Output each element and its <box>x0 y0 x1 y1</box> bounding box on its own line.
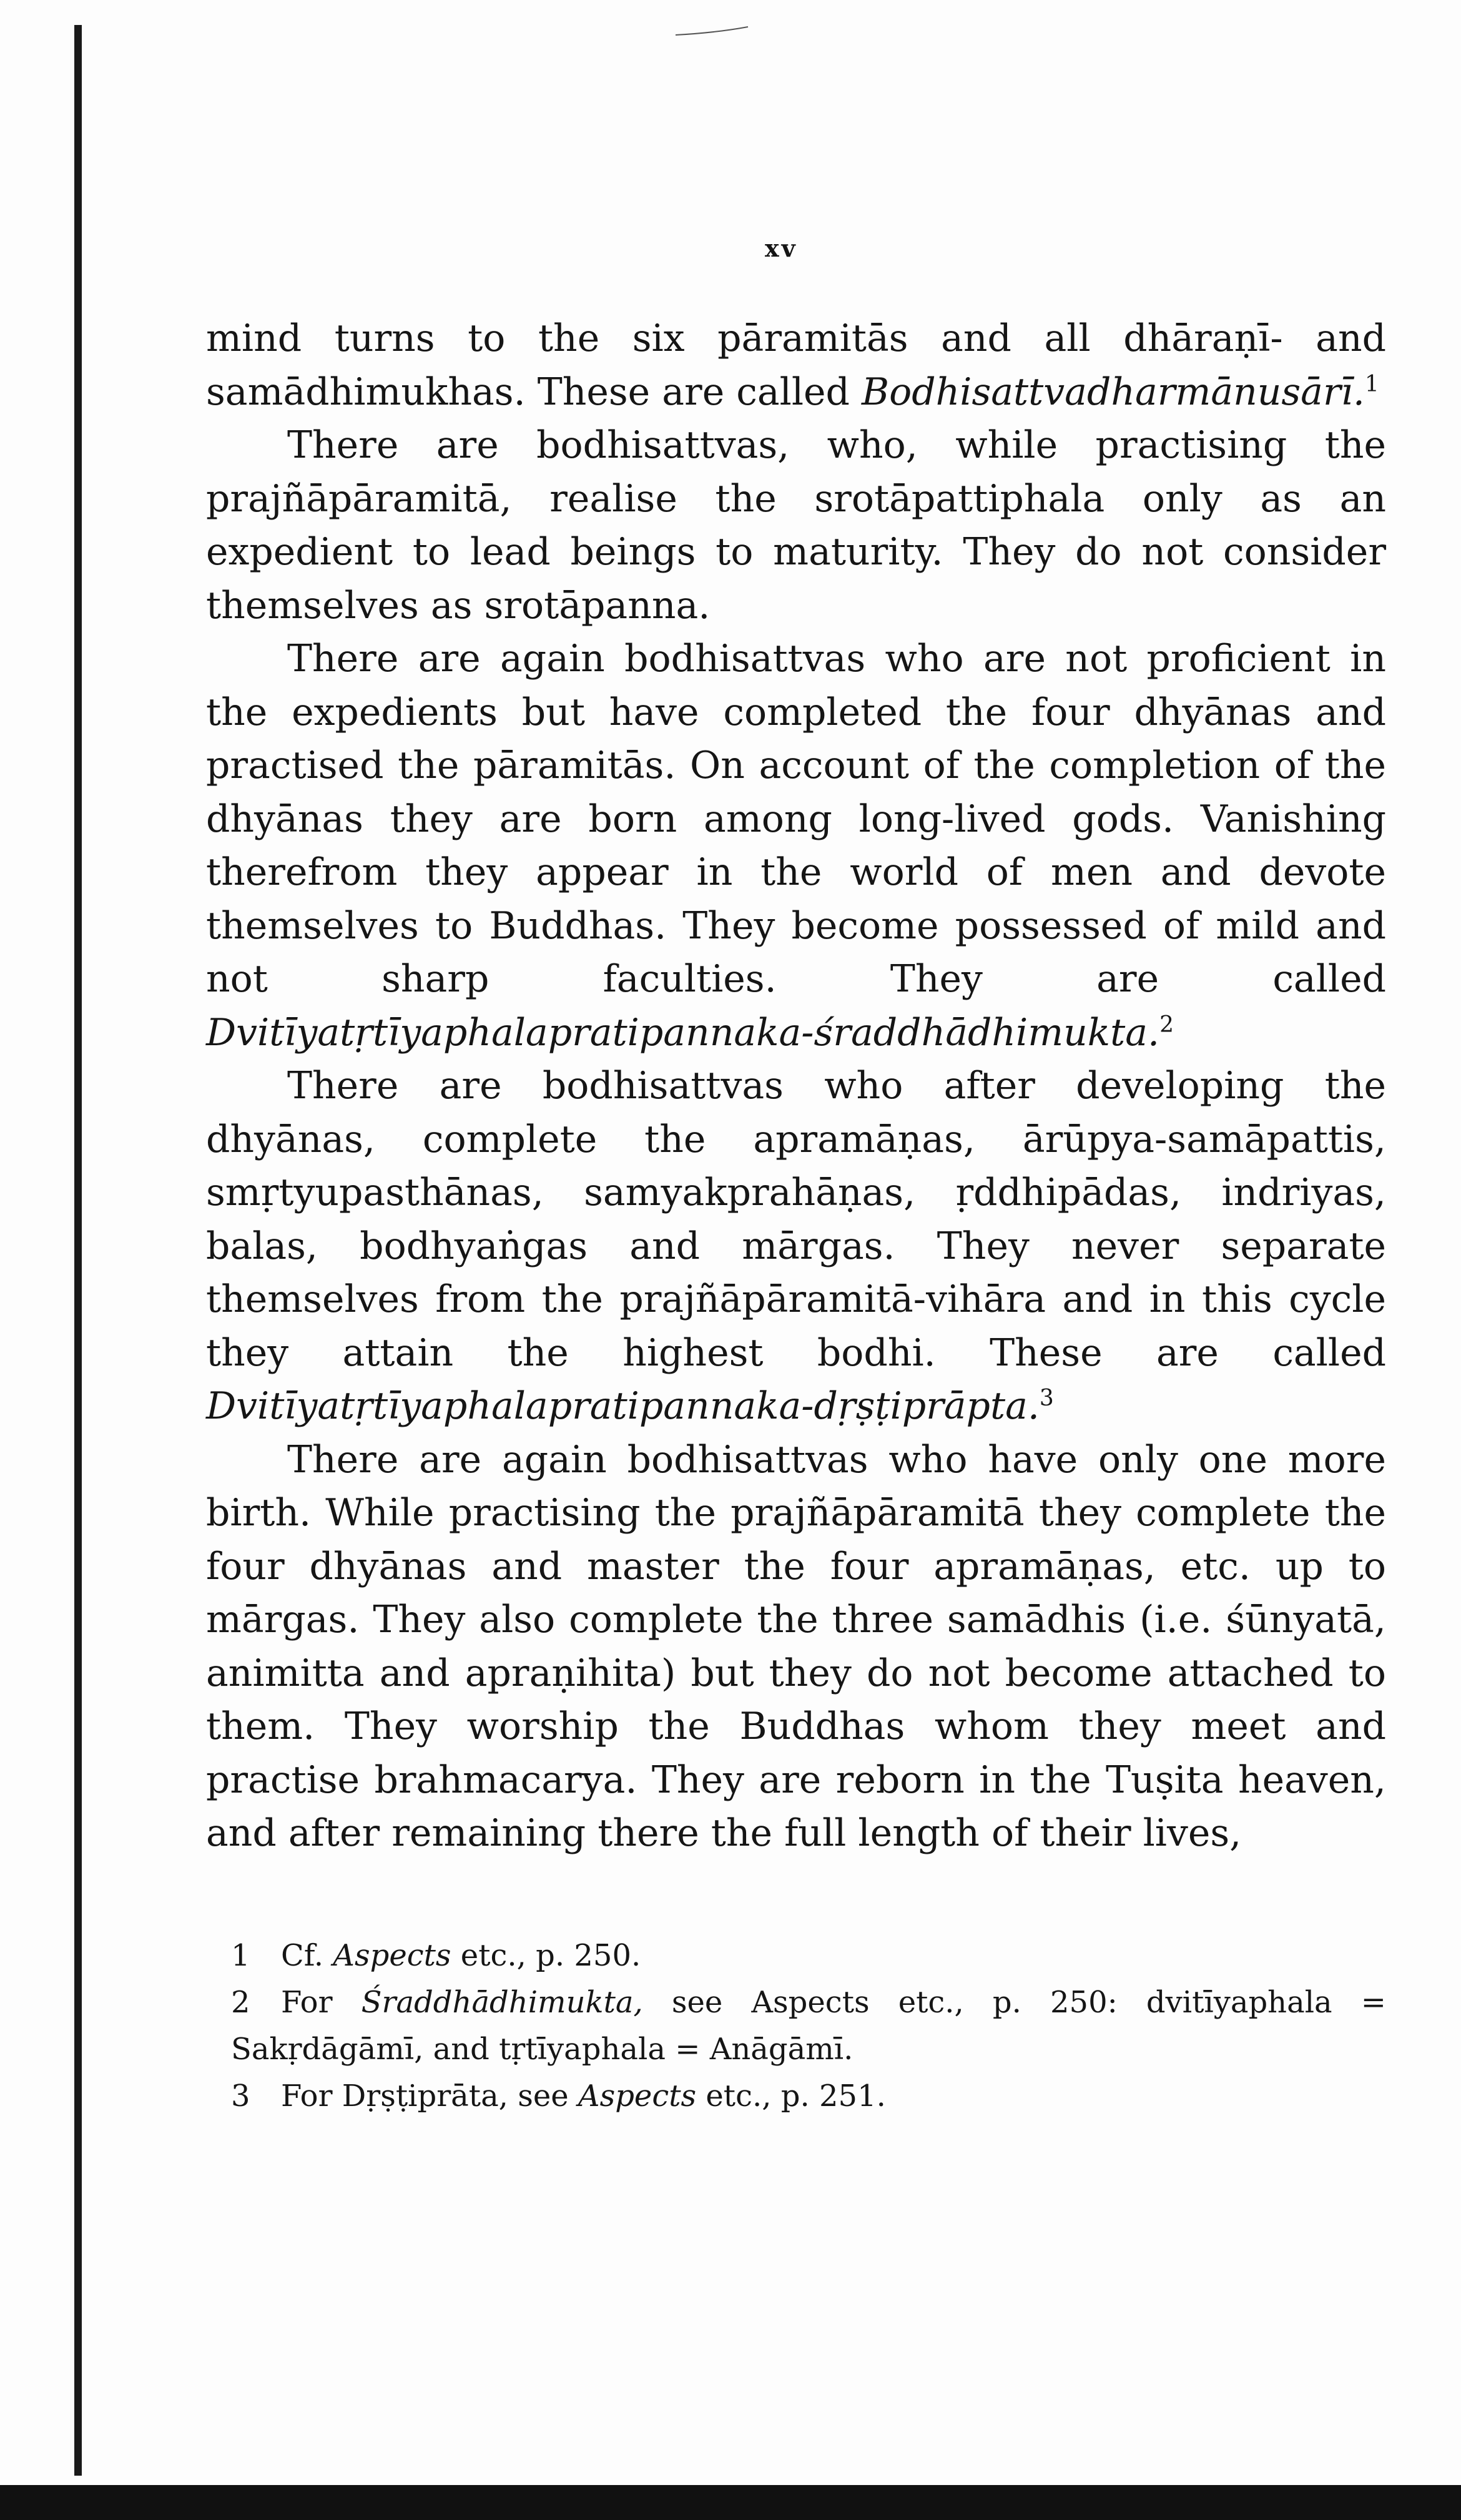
text-run: etc., p. 251. <box>696 2079 886 2114</box>
left-margin-rule <box>74 25 82 2476</box>
paragraph <box>206 1434 1386 1861</box>
italic-term: Aspects <box>578 2079 697 2114</box>
text-run: mind turns to the six pāramitās and all dhāraṇī- and samādhimukhas. These are called <box>206 317 1386 414</box>
footnotes <box>231 1932 1386 2120</box>
text-run: For <box>281 1985 362 2020</box>
text-run: see Aspects etc., p. 250: dvitīyaphala = Sakṛdāgāmī, and tṛtīyaphala = Anāgāmī. <box>231 1985 1386 2067</box>
text-run: There are bodhisattvas, who, while practising the prajñāpāramitā, realise the srotāpattiphala only as an expedient to lead beings to maturity. They do not consider themselves as srotāpanna. <box>206 423 1386 628</box>
footnote-number: 3 <box>231 2079 250 2114</box>
bottom-scan-edge <box>0 2485 1461 2520</box>
footnote-number: 1 <box>231 1938 250 1973</box>
text-run: There are bodhisattvas who after developing the dhyānas, complete the apramāṇas, ārūpya-samāpattis, smṛtyupasthānas, samyakprahāṇas, ṛddhipādas, indriyas, balas, bodhyaṅgas and mārgas. They never separate themselves from the prajñāpāramitā-vihāra and in this cycle they attain the highest bodhi. These are called <box>206 1064 1386 1375</box>
text-run: There are again bodhisattvas who are not proficient in the expedients but have completed the four dhyānas and practised the pāramitās. On account of the completion of the dhyānas they are born among long-lived gods. Vanishing therefrom they appear in the world of men and devote themselves to Buddhas. They become possessed of mild and not sharp faculties. They are called <box>206 637 1386 1001</box>
text-run: There are again bodhisattvas who have only one more birth. While practising the prajñāpāramitā they complete the four dhyānas and master the four apramāṇas, etc. up to mārgas. They also complete the three samādhis (i.e. śūnyatā, animitta and apraṇihita) but they do not become attached to them. They worship the Buddhas whom they meet and practise brahmacarya. They are reborn in the Tuṣita heaven, and after remaining there the full length of their lives, <box>206 1437 1386 1855</box>
footnote <box>231 2073 1386 2120</box>
footnote-ref: 2 <box>1159 1011 1174 1038</box>
body-text <box>206 312 1386 1861</box>
text-run: Cf. <box>281 1938 333 1973</box>
italic-term: Śraddhādhimukta, <box>361 1985 643 2020</box>
paragraph <box>206 312 1386 419</box>
footnote-ref: 1 <box>1364 371 1379 397</box>
text-run: For Dṛṣṭiprāta, see <box>281 2079 578 2114</box>
italic-term: Aspects <box>333 1938 451 1973</box>
italic-term: Bodhisattvadharmānusārī. <box>862 370 1365 414</box>
paragraph <box>206 419 1386 632</box>
footnote-ref: 3 <box>1039 1386 1054 1411</box>
paragraph <box>206 632 1386 1060</box>
footnote <box>231 1932 1386 1979</box>
text-run: etc., p. 250. <box>451 1938 641 1973</box>
italic-term: Dvitīyatṛtīyaphalapratipannaka-śraddhādhimukta. <box>206 1010 1160 1055</box>
paragraph <box>206 1060 1386 1434</box>
footnote-number: 2 <box>231 1985 250 2020</box>
italic-term: Dvitīyatṛtīyaphalapratipannaka-dṛṣṭiprāpta. <box>206 1384 1040 1428</box>
page-number: xv <box>765 234 798 262</box>
top-scratch-mark <box>674 25 749 37</box>
footnote <box>231 1979 1386 2073</box>
